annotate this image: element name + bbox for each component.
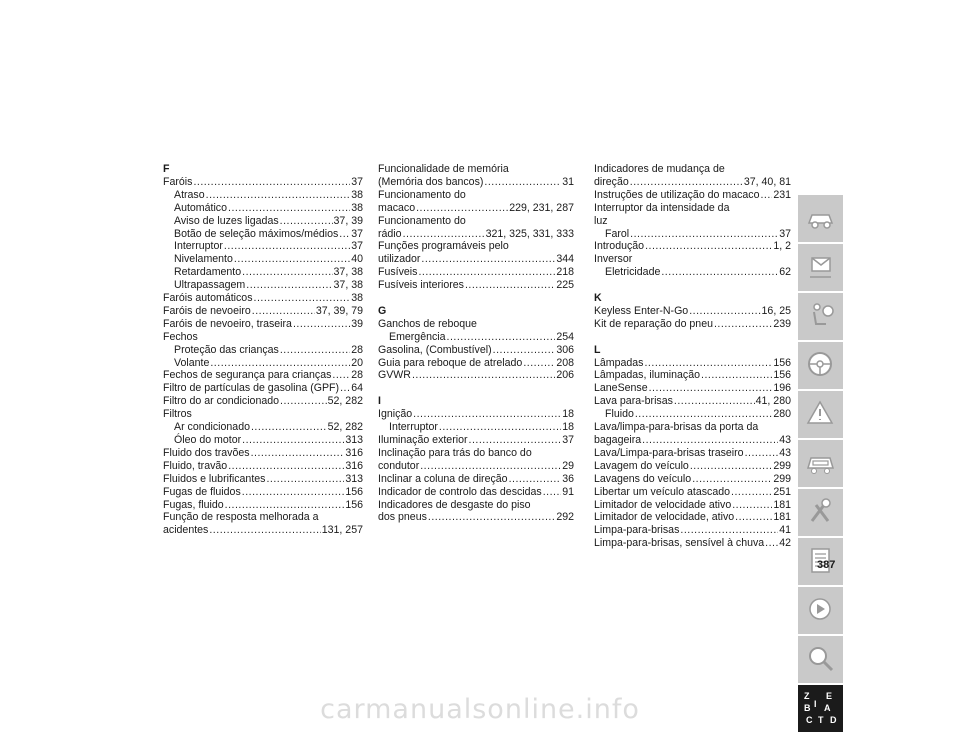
chapter-tab[interactable]: [798, 293, 843, 342]
entry-label: condutor: [378, 459, 420, 472]
entry-page-ref: 321, 325, 331, 333: [485, 227, 574, 240]
index-entry: [378, 331, 574, 344]
index-entry: [163, 434, 363, 447]
index-entry: [594, 434, 791, 447]
dot-leader: [735, 511, 772, 524]
entry-page-ref: 208: [556, 356, 574, 369]
svg-text:T: T: [818, 715, 824, 725]
entry-page-ref: 18: [562, 408, 574, 421]
entry-label: Aviso de luzes ligadas: [174, 214, 279, 227]
section-letter: I: [378, 395, 381, 408]
index-entry: [378, 460, 574, 473]
index-entry: [163, 266, 363, 279]
svg-text:I: I: [814, 699, 817, 709]
entry-page-ref: 28: [351, 343, 363, 356]
index-heading: luz: [594, 214, 608, 227]
svg-text:B: B: [804, 703, 811, 713]
dot-leader: [692, 473, 772, 486]
section-letter: K: [594, 292, 602, 305]
entry-label: Limpa-para-brisas: [594, 524, 680, 537]
index-entry: [594, 460, 791, 473]
entry-label: Guia para reboque de atrelado: [378, 356, 523, 369]
dot-leader: [732, 499, 772, 512]
dot-leader: [642, 434, 778, 447]
entry-page-ref: 20: [351, 356, 363, 369]
entry-label: Limitador de velocidade, ativo: [594, 511, 735, 524]
index-heading: Fechos: [163, 330, 198, 343]
entry-page-ref: 64: [351, 382, 363, 395]
index-heading: Ganchos de reboque: [378, 317, 477, 330]
index-entry: [594, 486, 791, 499]
entry-label: GVWR: [378, 369, 411, 382]
svg-text:Z: Z: [804, 691, 810, 701]
dot-leader: [493, 344, 556, 357]
entry-label: Lava/Limpa-para-brisas traseiro: [594, 446, 744, 459]
entry-label: bagageira: [594, 433, 642, 446]
index-entry: [163, 382, 363, 395]
chapter-tab[interactable]: [798, 244, 843, 293]
entry-label: macaco: [378, 201, 416, 214]
entry-label: Limpa-para-brisas, sensível à chuva: [594, 537, 765, 550]
entry-page-ref: 42: [779, 537, 791, 550]
dot-leader: [428, 511, 555, 524]
index-heading: Funcionamento do: [378, 188, 466, 201]
entry-page-ref: 181: [773, 498, 791, 511]
index-entry: [594, 357, 791, 370]
entry-label: Fusíveis interiores: [378, 279, 464, 292]
section-letter: F: [163, 163, 170, 175]
entry-label: Fugas, fluido: [163, 498, 224, 511]
dot-leader: [225, 499, 345, 512]
index-entry: [378, 202, 574, 215]
index-entry: [163, 215, 363, 228]
dot-leader: [242, 486, 345, 499]
index-entry: [594, 382, 791, 395]
dot-leader: [635, 408, 772, 421]
entry-label: Interruptor: [389, 421, 438, 434]
entry-page-ref: 38: [351, 201, 363, 214]
dot-leader: [403, 228, 485, 241]
entry-label: Interruptor: [174, 240, 223, 253]
page-number: 387: [817, 559, 836, 571]
entry-page-ref: 18: [562, 421, 574, 434]
dot-leader: [242, 434, 344, 447]
entry-label: Libertar um veículo atascado: [594, 485, 731, 498]
entry-page-ref: 36: [562, 472, 574, 485]
entry-page-ref: 52, 282: [327, 421, 363, 434]
entry-label: Faróis automáticos: [163, 292, 253, 305]
entry-page-ref: 62: [779, 266, 791, 279]
index-entry: [163, 228, 363, 241]
entry-label: Lâmpadas, iluminação: [594, 369, 700, 382]
entry-label: Óleo do motor: [174, 434, 242, 447]
entry-label: Faróis: [163, 175, 193, 188]
entry-page-ref: 37, 39, 79: [315, 304, 363, 317]
index-entry: [163, 202, 363, 215]
entry-label: Limitador de velocidade ativo: [594, 498, 732, 511]
entry-page-ref: 316: [345, 459, 363, 472]
dot-leader: [447, 331, 556, 344]
dot-leader: [293, 318, 350, 331]
entry-page-ref: 181: [773, 511, 791, 524]
dot-leader: [228, 202, 350, 215]
svg-text:D: D: [830, 715, 837, 725]
section-gap: [378, 292, 574, 305]
entry-page-ref: 156: [345, 498, 363, 511]
entry-page-ref: 156: [773, 369, 791, 382]
index-entry: [378, 266, 574, 279]
section-letter: G: [378, 304, 387, 317]
entry-label: Ar condicionado: [174, 421, 250, 434]
entry-label: Fusíveis: [378, 266, 418, 279]
dot-leader: [416, 202, 508, 215]
index-column-1: [163, 163, 363, 537]
index-entry: [594, 499, 791, 512]
index-entry: [163, 279, 363, 292]
entry-label: Lavagens do veículo: [594, 472, 692, 485]
index-entry: [378, 357, 574, 370]
entry-page-ref: 41, 280: [755, 395, 791, 408]
index-entry: [163, 421, 363, 434]
index-entry: [163, 460, 363, 473]
dot-leader: [209, 524, 320, 537]
chapter-tab[interactable]: [798, 636, 843, 685]
dot-leader: [543, 486, 561, 499]
entry-page-ref: 37: [562, 433, 574, 446]
entry-label: Automático: [174, 201, 227, 214]
entry-label: Instruções de utilização do macaco: [594, 188, 760, 201]
dot-leader: [210, 357, 350, 370]
chapter-tab[interactable]: [798, 195, 843, 244]
index-entry: [594, 305, 791, 318]
index-entry: [594, 369, 791, 382]
chapter-tabs: [798, 195, 843, 734]
entry-page-ref: 38: [351, 292, 363, 305]
entry-label: Fluido, travão: [163, 459, 228, 472]
index-entry: [163, 524, 363, 537]
index-column-3: [594, 163, 791, 550]
entry-label: Fluidos e lubrificantes: [163, 472, 266, 485]
dot-leader: [412, 369, 555, 382]
entry-label: Iluminação exterior: [378, 433, 468, 446]
index-entry: [163, 395, 363, 408]
entry-label: Indicador de controlo das descidas: [378, 485, 542, 498]
entry-label: Volante: [174, 356, 210, 369]
entry-page-ref: 37: [779, 227, 791, 240]
dot-leader: [689, 305, 760, 318]
index-column-2: [378, 163, 574, 524]
entry-label: Lavagem do veículo: [594, 459, 689, 472]
dot-leader: [701, 369, 772, 382]
dot-leader: [714, 318, 772, 331]
dot-leader: [645, 240, 772, 253]
dot-leader: [644, 357, 772, 370]
index-entry: [163, 473, 363, 486]
svg-text:E: E: [826, 691, 833, 701]
index-entry: [163, 447, 363, 460]
dot-leader: [523, 357, 555, 370]
section-letter: L: [594, 343, 601, 356]
dot-leader: [484, 176, 561, 189]
index-entry: [594, 228, 791, 241]
entry-page-ref: 91: [562, 485, 574, 498]
entry-page-ref: 218: [556, 266, 574, 279]
chapter-tab[interactable]: [798, 489, 843, 538]
index-entry: [594, 240, 791, 253]
dot-leader: [193, 176, 350, 189]
index-entry: [163, 486, 363, 499]
entry-label: LaneSense: [594, 382, 648, 395]
entry-label: utilizador: [378, 253, 421, 266]
entry-page-ref: 37: [351, 240, 363, 253]
index-entry: [378, 486, 574, 499]
entry-page-ref: 31: [562, 175, 574, 188]
index-heading: Funcionalidade de memória: [378, 163, 509, 175]
dot-leader: [280, 215, 333, 228]
entry-label: dos pneus: [378, 511, 427, 524]
entry-page-ref: 37, 38: [333, 279, 363, 292]
entry-page-ref: 37, 39: [333, 214, 363, 227]
entry-page-ref: 29: [562, 459, 574, 472]
dot-leader: [465, 279, 555, 292]
dot-leader: [252, 305, 315, 318]
index-entry: [594, 524, 791, 537]
index-entry: [594, 395, 791, 408]
index-entry: [594, 318, 791, 331]
dot-leader: [731, 486, 772, 499]
dot-leader: [242, 266, 332, 279]
index-entry: [594, 511, 791, 524]
entry-page-ref: 40: [351, 253, 363, 266]
dot-leader: [630, 176, 743, 189]
index-entry: [163, 318, 363, 331]
entry-page-ref: 313: [345, 434, 363, 447]
index-entry: [378, 511, 574, 524]
dot-leader: [266, 473, 344, 486]
entry-label: Introdução: [594, 240, 645, 253]
entry-label: Fluido: [605, 408, 634, 421]
entry-page-ref: 316: [345, 446, 363, 459]
entry-label: Fluido dos travões: [163, 446, 250, 459]
entry-label: Botão de seleção máximos/médios: [174, 227, 339, 240]
entry-label: Ultrapassagem: [174, 279, 246, 292]
entry-label: Inclinar a coluna de direção: [378, 472, 508, 485]
entry-page-ref: 280: [773, 408, 791, 421]
chapter-tab[interactable]: [798, 342, 843, 391]
entry-page-ref: 306: [556, 343, 574, 356]
entry-page-ref: 131, 257: [321, 524, 363, 537]
entry-page-ref: 254: [556, 330, 574, 343]
dot-leader: [765, 537, 778, 550]
dot-leader: [509, 473, 562, 486]
entry-label: Faróis de nevoeiro, traseira: [163, 317, 292, 330]
index-entry: [378, 176, 574, 189]
index-entry: [378, 228, 574, 241]
dot-leader: [661, 266, 778, 279]
entry-label: Emergência: [389, 330, 446, 343]
index-entry: [163, 344, 363, 357]
dot-leader: [413, 408, 561, 421]
entry-page-ref: 299: [773, 472, 791, 485]
entry-page-ref: 16, 25: [761, 304, 791, 317]
index-heading: Interruptor da intensidade da: [594, 201, 730, 214]
index-heading: Função de resposta melhorada a: [163, 511, 319, 524]
dot-leader: [280, 344, 350, 357]
entry-page-ref: 231: [773, 188, 791, 201]
index-entry: [594, 537, 791, 550]
dot-leader: [760, 189, 772, 202]
section-gap: [594, 279, 791, 292]
entry-label: Filtro de partículas de gasolina (GPF): [163, 382, 340, 395]
entry-page-ref: 28: [351, 369, 363, 382]
entry-page-ref: 156: [345, 485, 363, 498]
entry-page-ref: 251: [773, 485, 791, 498]
index-entry: [163, 240, 363, 253]
index-entry: [594, 189, 791, 202]
entry-page-ref: 239: [773, 317, 791, 330]
svg-text:A: A: [824, 703, 831, 713]
index-heading: Inclinação para trás do banco do: [378, 446, 532, 459]
index-heading: Indicadores de desgaste do piso: [378, 498, 531, 511]
chapter-tab[interactable]: [798, 440, 843, 489]
entry-page-ref: 37: [351, 227, 363, 240]
index-entry: [163, 253, 363, 266]
entry-label: Kit de reparação do pneu: [594, 317, 713, 330]
section-gap: [594, 331, 791, 344]
index-entry: [163, 189, 363, 202]
entry-label: Fugas de fluidos: [163, 485, 241, 498]
entry-label: rádio: [378, 227, 402, 240]
entry-page-ref: 156: [773, 356, 791, 369]
entry-page-ref: 299: [773, 459, 791, 472]
index-heading: Funcionamento do: [378, 214, 466, 227]
entry-page-ref: 344: [556, 253, 574, 266]
dot-leader: [439, 421, 561, 434]
entry-page-ref: 39: [351, 317, 363, 330]
dot-leader: [690, 460, 772, 473]
dot-leader: [418, 266, 555, 279]
index-entry: [378, 421, 574, 434]
entry-label: Faróis de nevoeiro: [163, 304, 251, 317]
index-heading: Lava/limpa-para-brisas da porta da: [594, 421, 759, 434]
index-entry: [594, 266, 791, 279]
entry-page-ref: 43: [779, 446, 791, 459]
dot-leader: [339, 228, 350, 241]
entry-page-ref: 313: [345, 472, 363, 485]
dot-leader: [680, 524, 778, 537]
chapter-tab[interactable]: [798, 391, 843, 440]
dot-leader: [674, 395, 755, 408]
dot-leader: [421, 253, 555, 266]
dot-leader: [420, 460, 561, 473]
index-entry: [378, 344, 574, 357]
entry-page-ref: 41: [779, 524, 791, 537]
entry-page-ref: 225: [556, 279, 574, 292]
index-heading: Indicadores de mudança de: [594, 163, 725, 175]
index-entry: [163, 305, 363, 318]
index-entry: [378, 369, 574, 382]
entry-page-ref: 37: [351, 175, 363, 188]
entry-page-ref: 1, 2: [773, 240, 791, 253]
dot-leader: [251, 447, 345, 460]
entry-page-ref: 37, 38: [333, 266, 363, 279]
index-entry: [594, 447, 791, 460]
dot-leader: [280, 395, 327, 408]
dot-leader: [224, 240, 350, 253]
svg-text:C: C: [806, 715, 813, 725]
entry-page-ref: 43: [779, 433, 791, 446]
dot-leader: [254, 292, 351, 305]
index-entry: [163, 357, 363, 370]
dot-leader: [228, 460, 344, 473]
dot-leader: [630, 228, 778, 241]
entry-label: Proteção das crianças: [174, 343, 279, 356]
index-heading: Filtros: [163, 408, 192, 421]
dot-leader: [745, 447, 779, 460]
index-entry: [378, 434, 574, 447]
dot-leader: [469, 434, 562, 447]
entry-page-ref: 206: [556, 369, 574, 382]
entry-label: Keyless Enter-N-Go: [594, 304, 689, 317]
watermark: carmanualsonline.info: [320, 694, 640, 725]
index-entry: [594, 408, 791, 421]
dot-leader: [251, 421, 327, 434]
entry-label: Lava para-brisas: [594, 395, 673, 408]
entry-page-ref: 292: [556, 511, 574, 524]
chapter-tab[interactable]: [798, 587, 843, 636]
entry-label: (Memória dos bancos): [378, 175, 484, 188]
entry-label: Ignição: [378, 408, 413, 421]
dot-leader: [206, 189, 351, 202]
index-entry: [378, 408, 574, 421]
dot-leader: [340, 382, 350, 395]
index-entry: [378, 473, 574, 486]
dot-leader: [332, 369, 350, 382]
entry-label: Atraso: [174, 188, 205, 201]
entry-label: Nivelamento: [174, 253, 233, 266]
index-entry: [378, 279, 574, 292]
entry-label: Fechos de segurança para crianças: [163, 369, 332, 382]
entry-label: Retardamento: [174, 266, 242, 279]
dot-leader: [246, 279, 332, 292]
index-heading: Inversor: [594, 253, 633, 266]
index-entry: [163, 176, 363, 189]
section-gap: [378, 382, 574, 395]
index-entry: [594, 473, 791, 486]
entry-page-ref: 52, 282: [327, 395, 363, 408]
index-entry: [594, 176, 791, 189]
dot-leader: [649, 382, 773, 395]
entry-page-ref: 37, 40, 81: [743, 175, 791, 188]
index-entry: [163, 369, 363, 382]
entry-label: Farol: [605, 227, 630, 240]
index-entry: [163, 292, 363, 305]
entry-label: Lâmpadas: [594, 356, 644, 369]
entry-page-ref: 38: [351, 188, 363, 201]
entry-page-ref: 229, 231, 287: [509, 201, 574, 214]
dot-leader: [234, 253, 350, 266]
index-entry: [378, 253, 574, 266]
entry-page-ref: 196: [773, 382, 791, 395]
entry-label: direção: [594, 175, 629, 188]
entry-label: Eletricidade: [605, 266, 661, 279]
entry-label: Filtro do ar condicionado: [163, 395, 280, 408]
index-heading: Funções programáveis pelo: [378, 240, 509, 253]
entry-label: acidentes: [163, 524, 209, 537]
index-entry: [163, 499, 363, 512]
entry-label: Gasolina, (Combustível): [378, 343, 492, 356]
